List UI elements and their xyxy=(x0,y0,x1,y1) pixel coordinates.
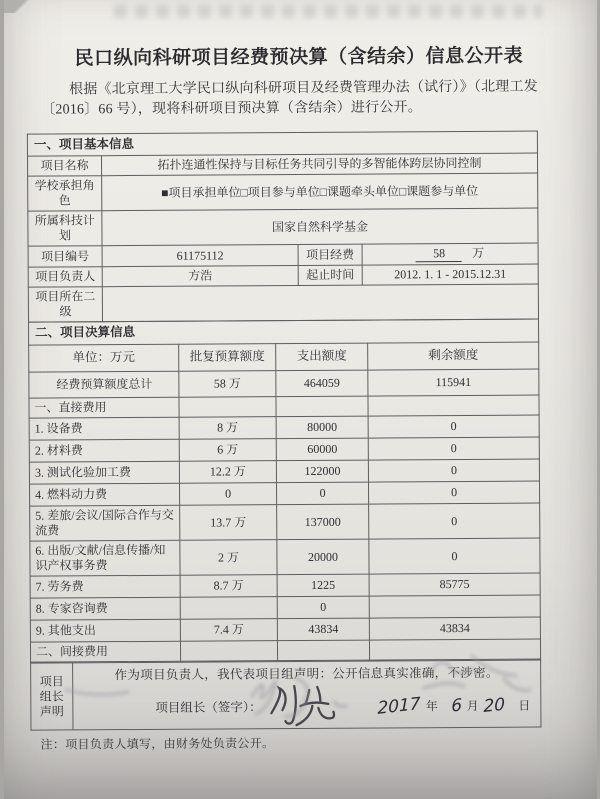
value-program: 国家自然科学基金 xyxy=(102,208,538,246)
value-secondary-unit xyxy=(102,284,538,322)
funding-amount-underlined: 58 xyxy=(416,246,462,262)
budget-cell-remaining: 0 xyxy=(368,481,539,504)
budget-cell-name: 经费预算额度总计 xyxy=(29,371,179,398)
budget-cell-approved: 8.7 万 xyxy=(180,575,277,598)
label-project-leader: 项目负责人 xyxy=(28,267,102,287)
budget-table xyxy=(28,319,541,663)
budget-cell-name: 1. 设备费 xyxy=(29,417,179,440)
budget-cell-name: 8. 专家咨询费 xyxy=(30,597,180,620)
budget-row xyxy=(29,459,539,484)
budget-cell-name: 5. 差旅/会议/国际合作与交流费 xyxy=(30,505,180,541)
budget-cell-remaining: 0 xyxy=(368,459,539,482)
page-title: 民口纵向科研项目经费预决算（含结余）信息公开表 xyxy=(74,45,524,70)
budget-cell-name: 6. 出版/文献/信息传播/知识产权事务费 xyxy=(30,540,180,576)
date-year: 2017 xyxy=(377,694,421,720)
budget-cell-spent: 137000 xyxy=(277,504,369,540)
budget-cell-name: 3. 测试化验加工费 xyxy=(29,461,179,484)
budget-cell-spent: 0 xyxy=(276,482,368,505)
date-month: 6 xyxy=(450,695,462,717)
budget-row xyxy=(30,595,540,620)
budget-cell-remaining: 85775 xyxy=(369,573,540,596)
budget-cell-spent: 0 xyxy=(277,596,369,619)
budget-cell-name: 4. 燃料动力费 xyxy=(30,483,180,506)
budget-cell-remaining xyxy=(369,595,540,618)
budget-header-row xyxy=(29,342,539,372)
budget-cell-spent: 20000 xyxy=(277,539,369,575)
intro-paragraph: 根据《北京理工大学民口纵向科研项目及经费管理办法（试行）》（北理工发〔2016〕66 号），现将科研项目预决算（含结余）进行公开。 xyxy=(41,79,538,118)
label-project-funding: 项目经费 xyxy=(298,244,362,265)
budget-cell-spent: 1225 xyxy=(277,574,369,597)
value-project-leader: 方浩 xyxy=(102,266,298,287)
declaration-statement: 作为项目负责人，我代表项目组声明：公开信息真实准确，不涉密。 xyxy=(114,665,499,683)
funding-unit: 万 xyxy=(472,246,485,261)
label-program: 所属科技计划 xyxy=(28,211,102,246)
label-project-number: 项目编号 xyxy=(28,246,102,267)
budget-row xyxy=(30,481,540,506)
budget-cell-remaining xyxy=(368,395,539,416)
budget-cell-spent: 60000 xyxy=(276,438,368,461)
paper-sheet xyxy=(4,0,597,799)
budget-cell-remaining: 0 xyxy=(368,415,539,438)
basic-info-table xyxy=(27,130,539,323)
budget-cell-approved: 6 万 xyxy=(179,439,276,462)
budget-cell-spent: 464059 xyxy=(276,370,368,397)
budget-cell-spent: 122000 xyxy=(276,460,368,483)
budget-cell-name: 二、间接费用 xyxy=(30,641,180,662)
budget-cell-approved: 7.4 万 xyxy=(180,619,277,642)
date-month-char: 月 xyxy=(466,699,479,714)
budget-cell-approved: 13.7 万 xyxy=(180,505,277,541)
budget-row xyxy=(29,415,539,440)
budget-header-remaining: 剩余额度 xyxy=(368,342,539,370)
budget-cell-approved xyxy=(180,597,277,620)
bleedthrough-handwriting-bottom xyxy=(4,650,600,799)
date-day-char: 日 xyxy=(518,698,531,713)
budget-row xyxy=(30,538,540,576)
budget-cell-spent: 43834 xyxy=(277,618,369,641)
value-project-funding xyxy=(362,243,538,265)
value-duration: 2012. 1. 1 - 2015.12.31 xyxy=(362,264,538,285)
date-day: 20 xyxy=(483,694,506,718)
budget-row xyxy=(30,573,540,598)
budget-cell-approved: 0 xyxy=(179,483,276,506)
budget-cell-remaining: 0 xyxy=(369,503,540,539)
budget-cell-remaining: 43834 xyxy=(369,617,540,640)
photo-corner-gap xyxy=(4,0,38,13)
budget-cell-remaining: 0 xyxy=(368,437,539,460)
budget-cell-approved: 12.2 万 xyxy=(179,461,276,484)
footer-note: 注：项目负责人填写，由财务处负责公开。 xyxy=(40,736,275,752)
budget-header-unit: 单位：万元 xyxy=(29,344,179,372)
section-title-basic-info: 一、项目基本信息 xyxy=(27,131,537,157)
section-row-budget-info xyxy=(29,319,539,345)
value-project-number: 61175112 xyxy=(102,245,298,267)
budget-cell-name: 2. 材料费 xyxy=(29,439,179,462)
label-school-role: 学校承担角色 xyxy=(28,176,102,211)
budget-cell-approved: 58 万 xyxy=(179,371,276,398)
budget-cell-approved xyxy=(179,397,276,418)
row-school-role xyxy=(28,173,538,211)
budget-cell-name: 9. 其他支出 xyxy=(30,619,180,642)
label-secondary-unit: 项目所在二级 xyxy=(28,287,102,322)
budget-header-approved: 批复预算额度 xyxy=(179,344,276,372)
label-duration: 起止时间 xyxy=(298,265,362,285)
budget-cell-approved: 2 万 xyxy=(180,540,277,576)
row-program xyxy=(28,208,538,246)
budget-row xyxy=(30,617,540,642)
budget-row xyxy=(29,437,539,462)
budget-cell-remaining: 115941 xyxy=(368,369,539,396)
budget-cell-remaining: 0 xyxy=(369,538,540,574)
budget-cell-approved: 8 万 xyxy=(179,417,276,440)
budget-row xyxy=(30,503,540,541)
budget-header-spent: 支出额度 xyxy=(276,343,368,371)
value-project-name: 拓扑连通性保持与目标任务共同引导的多智能体跨层协同控制 xyxy=(101,153,537,176)
section-row-basic-info xyxy=(27,131,537,157)
row-secondary-unit xyxy=(28,284,538,322)
label-project-name: 项目名称 xyxy=(27,156,101,176)
budget-row xyxy=(29,369,539,398)
value-school-role-checkboxes: ■项目承担单位□项目参与单位□课题牵头单位□课题参与单位 xyxy=(102,173,538,211)
sign-here-label: 项目组长（签字）： xyxy=(155,700,262,715)
budget-cell-spent xyxy=(276,396,368,417)
budget-cell-name: 一、直接费用 xyxy=(29,397,179,418)
budget-cell-spent: 80000 xyxy=(276,416,368,439)
declaration-label: 项目组长声明 xyxy=(31,663,73,730)
budget-cell-name: 7. 劳务费 xyxy=(30,575,180,598)
date-year-char: 年 xyxy=(425,699,438,714)
section-title-budget-info: 二、项目决算信息 xyxy=(29,319,539,345)
